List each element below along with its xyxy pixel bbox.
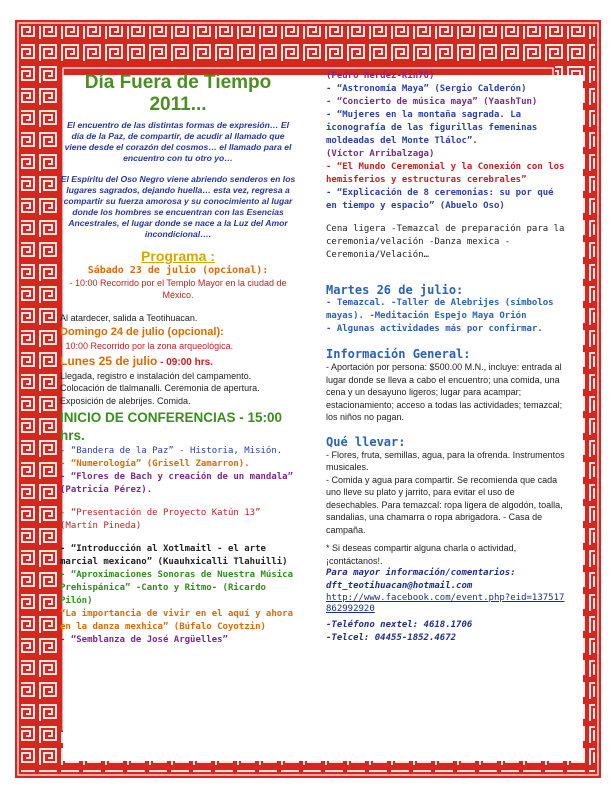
sabado-item: - 10:00 Recorrido por el Templo Mayor en la ciudad de México. bbox=[69, 277, 287, 300]
conf-bandera: - “Bandera de la Paz” - Historia, Misión. bbox=[60, 446, 283, 456]
llegada-text: Llegada, registro e instalación del campamento. Colocación de tlalmanalli. Ceremonia de apertura. Exposición de alebrijes. Comida. bbox=[60, 370, 260, 406]
sabado-heading: Sábado 23 de julio (opcional): bbox=[87, 264, 269, 276]
conf-mujeres: - “Mujeres en la montaña sagrada. La iconografía de las figurillas femeninas moldeadas del Monte Tláloc”. bbox=[326, 110, 538, 146]
info-heading: Información General: bbox=[326, 347, 471, 361]
right-column bbox=[326, 72, 566, 645]
conf-mundo-ceremonial: - “El Mundo Ceremonial y la Conexión con los hemisferios y estructuras cerebrales” bbox=[326, 162, 565, 185]
llevar-item-2: - Comida y agua para compartir. Se recomienda que cada uno lleve su plato y jarrito, para evitar el uso de desechables. Para temazcal: ropa ligera de algodón, toalla, sandalias, una chamarra o ropa abrigadora. - Casa de campaña. bbox=[326, 474, 563, 535]
lunes-heading bbox=[60, 355, 296, 370]
conf-astronomia: - “Astronomía Maya” (Sergio Calderón) bbox=[326, 84, 527, 94]
conf-concierto: - “Concierto de música maya” (YaashTun) bbox=[326, 97, 538, 107]
telefono-nextel: -Teléfono nextel: 4618.1706 bbox=[326, 620, 473, 630]
conf-katun: - “Presentación de Proyecto Katún 13” (Martín Pineda) bbox=[60, 508, 261, 531]
email-address[interactable]: dft_teotihuacan@hotmail.com bbox=[326, 581, 473, 591]
programa-heading: Programa : bbox=[141, 248, 215, 264]
lunes-day: Lunes 25 de julio bbox=[60, 354, 158, 368]
conf-xotlmaitl: - “Introducción al Xotlmaitl - el arte marcial mexicano” (Kuauhxicalli Tlahuilli) bbox=[60, 544, 288, 567]
llevar-item-1: - Flores, fruta, semillas, agua, para la ofrenda. Instrumentos musicales. bbox=[326, 449, 565, 472]
intro-paragraph-2: El Espíritu del Oso Negro viene abriendo senderos en los lugares sagrados, dejando huella… esta vez, regresa a compartir su fuerza amorosa y su conocimiento al lugar donde los hombres se encuentran con las Esencias Ancestrales, el lugar donde se nace a la Luz del Amor incondicional…. bbox=[60, 174, 296, 239]
cena-text: Cena ligera -Temazcal de preparación para la ceremonia/velación -Danza mexica - Ceremonia/Velación… bbox=[326, 224, 565, 260]
domingo-heading: Domingo 24 de julio (opcional): bbox=[60, 326, 224, 338]
conf-numerologia: - “Numerología” (Grisell Zamarron). bbox=[60, 459, 250, 469]
conf-flores-bach: - “Flores de Bach y creación de un mandala” (Patricia Pérez). bbox=[60, 472, 293, 495]
left-column bbox=[60, 72, 296, 647]
conf-explicacion: - “Explicación de 8 ceremonias: su por qué en tiempo y espacio” (Abuelo Oso) bbox=[326, 188, 554, 211]
event-title: Día Fuera de Tiempo bbox=[84, 72, 272, 93]
intro-paragraph-1: El encuentro de las distintas formas de expresión… El día de la Paz, de compartir, de acudir al llamado que viene desde el corazón del cosmos… el llamado para el encuentro con tu otro yo… bbox=[64, 120, 292, 163]
facebook-link[interactable]: http://www.facebook.com/event.php?eid=137517862992920 bbox=[326, 593, 565, 614]
llevar-heading: Qué llevar: bbox=[326, 434, 406, 449]
domingo-item: - 10:00 Recorrido por la zona arqueológica. bbox=[60, 340, 234, 351]
conf-aproximaciones: - “Aproximaciones Sonoras de Nuestra Música Prehispánica” -Canto y Ritmo- (Ricardo Pilón) bbox=[60, 570, 293, 606]
martes-extra: - Algunas actividades más por confirmar. bbox=[326, 324, 543, 334]
victor-speaker: (Víctor Arribalzaga) bbox=[326, 149, 435, 159]
martes-heading: Martes 26 de julio: bbox=[326, 283, 464, 297]
conf-danza-mexhica: “La importancia de vivir en el aquí y ahora en la danza mexhica” (Búfalo Coyotzin) bbox=[60, 609, 293, 632]
compartir-text: * Si deseas compartir alguna charla o actividad, ¡contáctanos!. bbox=[326, 543, 517, 566]
atardecer-text: Al atardecer, salida a Teotihuacan. bbox=[60, 312, 198, 323]
mas-info-label: Para mayor información/comentarios: bbox=[326, 568, 516, 578]
lunes-time: - 09:00 hrs. bbox=[157, 357, 213, 368]
event-year: 2011... bbox=[149, 94, 207, 115]
inicio-conferencias: INICIO DE CONFERENCIAS - 15:00 hrs. bbox=[60, 410, 283, 443]
martes-items: - Temazcal. -Taller de Alebrijes (símbolos mayas). -Meditación Espejo Maya Orión bbox=[326, 298, 554, 321]
conf-arguelles: - “Semblanza de José Argüelles” bbox=[60, 635, 228, 645]
intro-block bbox=[60, 120, 296, 240]
telefono-telcel: -Telcel: 04455-1852.4672 bbox=[326, 633, 457, 643]
info-text: - Aportación por persona: $500.00 M.N., incluye: entrada al lugar donde se lleva a cabo el encuentro; una comida, una cena y un desayuno ligeros; lugar para acampar; estacionamiento; acceso a todas las actividades; temazcal; los niños no pagan. bbox=[326, 362, 563, 422]
pedro-speaker: (Pedro Herdez-Kin70) bbox=[326, 71, 435, 81]
